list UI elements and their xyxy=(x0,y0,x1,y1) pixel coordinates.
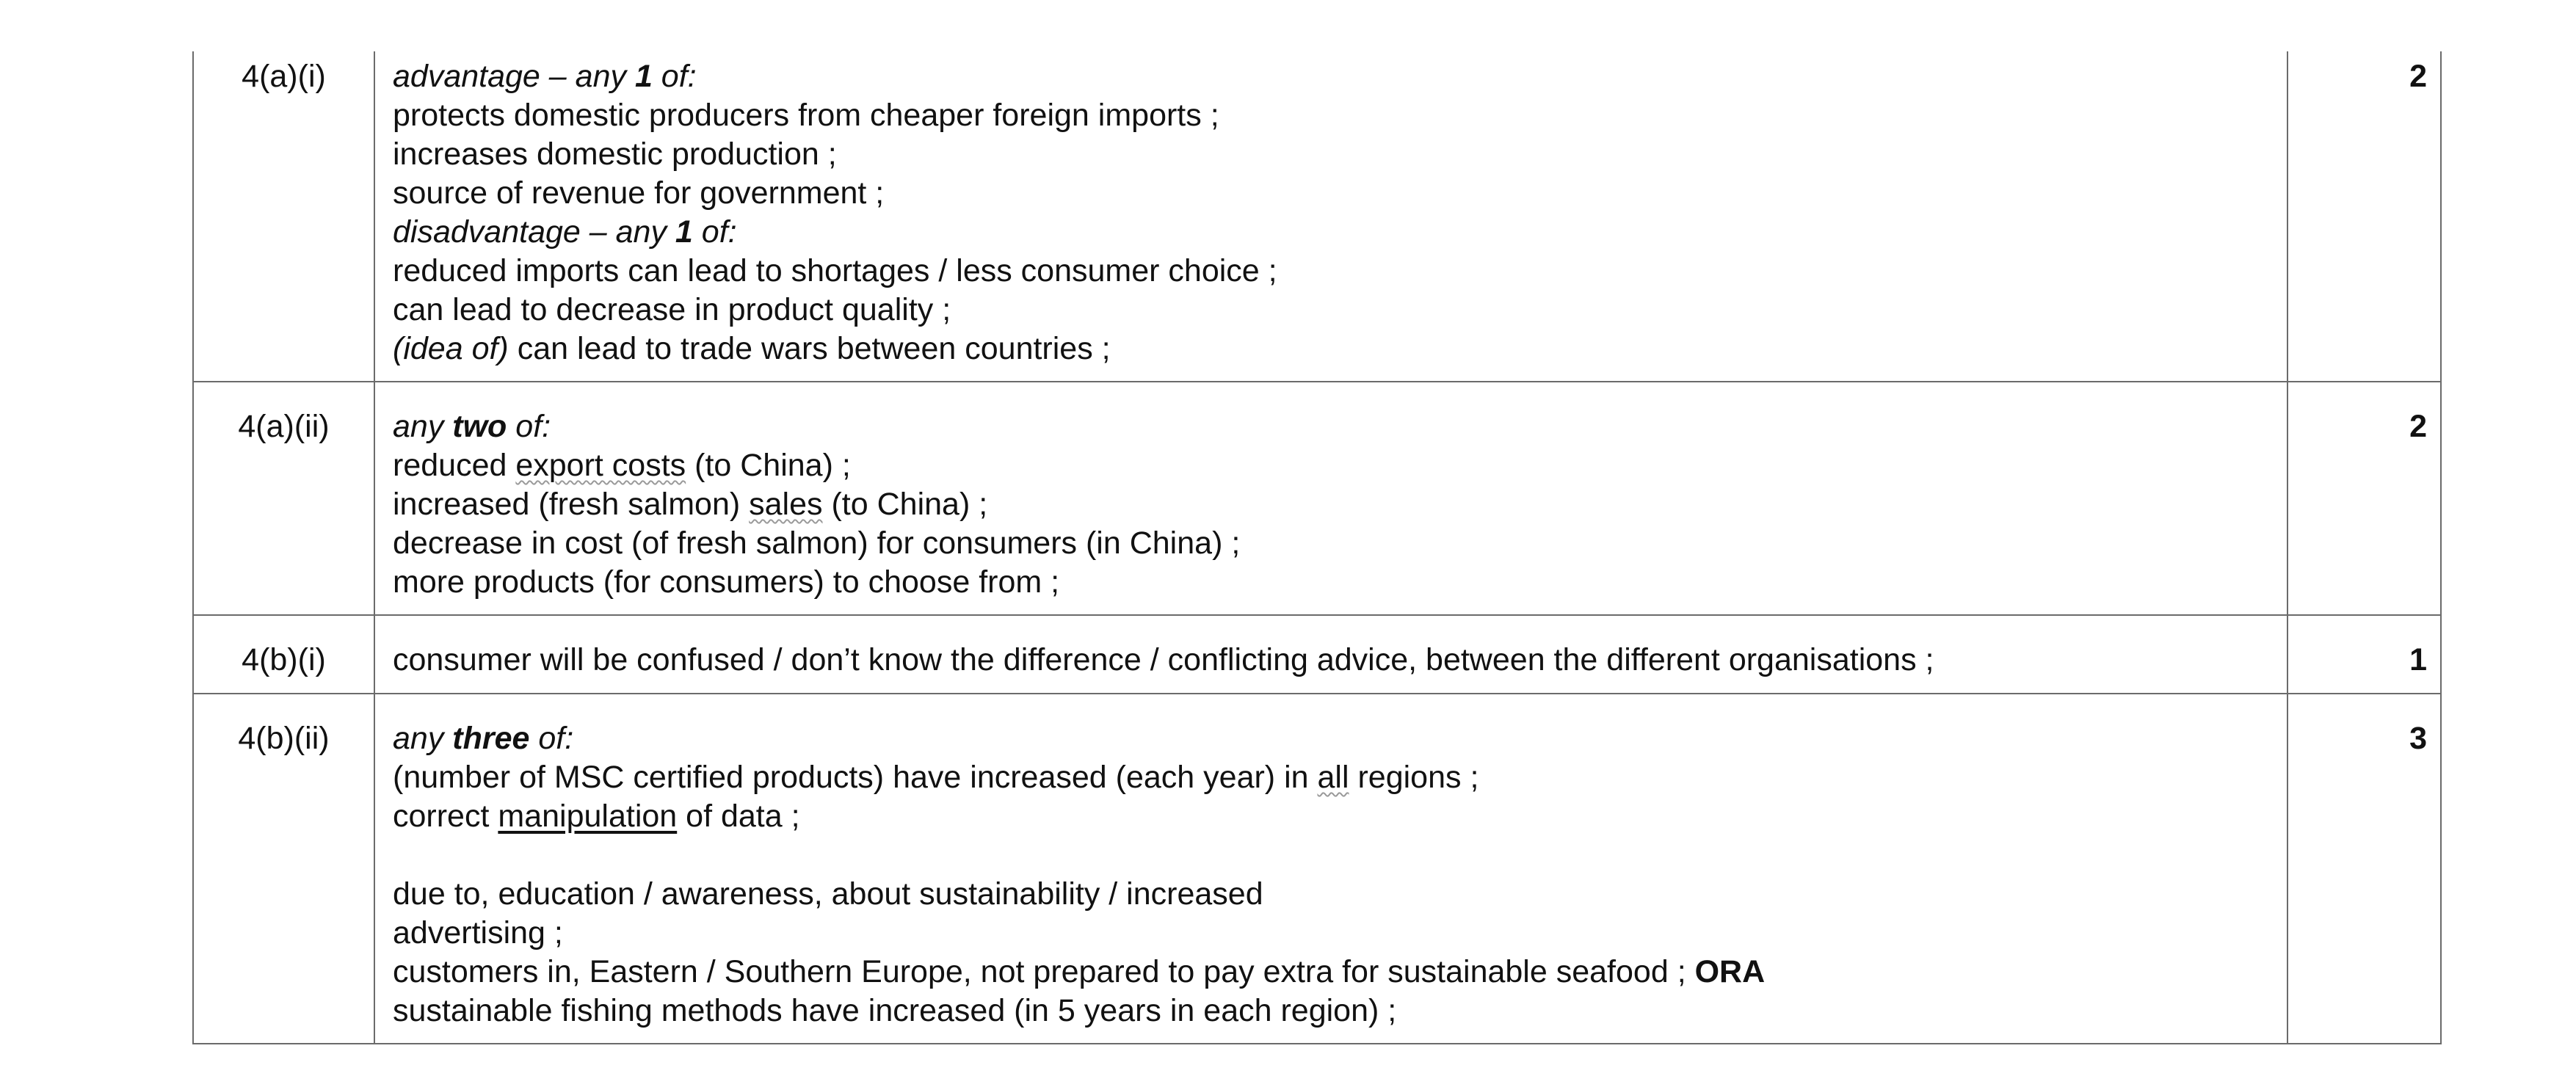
answer-line: due to, education / awareness, about sustainability / increased xyxy=(393,876,1263,912)
answer-line: any two of: xyxy=(393,409,551,444)
question-number: 4(a)(ii) xyxy=(238,409,330,444)
answer-cell xyxy=(374,615,2287,694)
answer-line: advertising ; xyxy=(393,915,563,950)
answer-line: customers in, Eastern / Southern Europe, not prepared to pay extra for sustainable seafood ; ORA xyxy=(393,954,1766,989)
answer-line: increased (fresh salmon) sales (to China) ; xyxy=(393,487,988,522)
answer-line: (number of MSC certified products) have increased (each year) in all regions ; xyxy=(393,760,1479,795)
marks-cell xyxy=(2287,694,2441,1044)
answer-line: advantage – any 1 of: xyxy=(393,59,697,94)
answer-cell xyxy=(374,382,2287,615)
mark-scheme-table xyxy=(192,51,2442,1044)
blank-line xyxy=(393,836,2272,875)
table-row xyxy=(193,51,2441,382)
question-number-cell xyxy=(193,694,374,1044)
table-row xyxy=(193,382,2441,615)
table-row xyxy=(193,615,2441,694)
question-number-cell xyxy=(193,615,374,694)
marks-value: 2 xyxy=(2409,59,2427,94)
answer-line: decrease in cost (of fresh salmon) for consumers (in China) ; xyxy=(393,526,1241,561)
answer-line: source of revenue for government ; xyxy=(393,175,885,211)
answer-line: reduced export costs (to China) ; xyxy=(393,448,851,483)
marks-value: 1 xyxy=(2409,642,2427,677)
answer-line: sustainable fishing methods have increased (in 5 years in each region) ; xyxy=(393,993,1397,1028)
question-number-cell xyxy=(193,382,374,615)
answer-line: correct manipulation of data ; xyxy=(393,799,800,834)
answer-line: any three of: xyxy=(393,721,574,756)
marks-cell xyxy=(2287,615,2441,694)
question-number-cell xyxy=(193,51,374,382)
answer-line: disadvantage – any 1 of: xyxy=(393,214,737,250)
answer-line: increases domestic production ; xyxy=(393,137,837,172)
question-number: 4(b)(i) xyxy=(242,642,326,677)
answer-line: consumer will be confused / don’t know the difference / conflicting advice, between the different organisations ; xyxy=(393,642,1934,677)
marks-value: 3 xyxy=(2409,721,2427,756)
answer-line: more products (for consumers) to choose from ; xyxy=(393,564,1060,600)
marks-cell xyxy=(2287,382,2441,615)
answer-line: can lead to decrease in product quality ; xyxy=(393,292,951,327)
marks-value: 2 xyxy=(2409,409,2427,444)
answer-line: protects domestic producers from cheaper foreign imports ; xyxy=(393,98,1219,133)
table-row xyxy=(193,694,2441,1044)
answer-line: (idea of) can lead to trade wars between countries ; xyxy=(393,331,1111,366)
answer-line: reduced imports can lead to shortages / less consumer choice ; xyxy=(393,253,1277,288)
answer-cell xyxy=(374,694,2287,1044)
marks-cell xyxy=(2287,51,2441,382)
answer-cell xyxy=(374,51,2287,382)
question-number: 4(b)(ii) xyxy=(238,721,330,756)
question-number: 4(a)(i) xyxy=(242,59,326,94)
